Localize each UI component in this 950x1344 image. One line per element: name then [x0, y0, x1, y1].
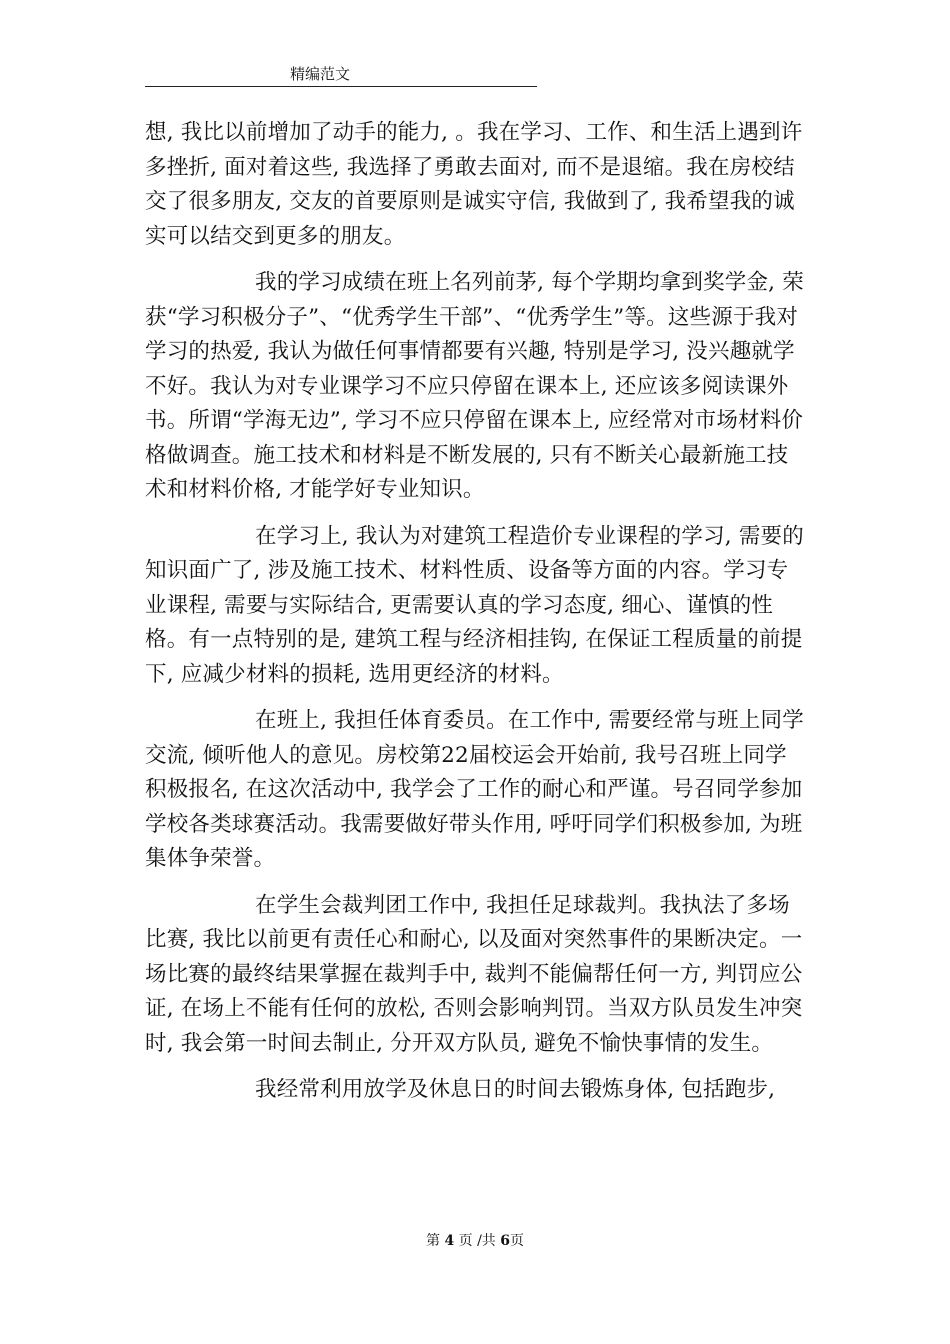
paragraph: 想, 我比以前增加了动手的能力, 。我在学习、工作、和生活上遇到许多挫折, 面对着这些, 我选择了勇敢去面对, 而不是退缩。我在房校结交了很多朋友, 交友的首要原则是诚实守信, 我做到了, 我希望我的诚实可以结交到更多的朋友。: [145, 120, 803, 249]
paragraph: 我经常利用放学及休息日的时间去锻炼身体, 包括跑步,: [255, 1077, 776, 1102]
paragraph: 在班上, 我担任体育委员。在工作中, 需要经常与班上同学交流, 倾听他人的意见。房校第22届校运会开始前, 我号召班上同学积极报名, 在这次活动中, 我学会了工作的耐心和严谨。号召同学参加学校各类球赛活动。我需要做好带头作用, 呼吁同学们积极参加, 为班集体争荣誉。: [145, 708, 804, 871]
page-header: [145, 64, 537, 87]
paragraph: 在学生会裁判团工作中, 我担任足球裁判。我执法了多场比赛, 我比以前更有责任心和耐心, 以及面对突然事件的果断决定。一场比赛的最终结果掌握在裁判手中, 裁判不能偏帮任何一方, 判罚应公证, 在场上不能有任何的放松, 否则会影响判罚。当双方队员发生冲突时, 我会第一时间去制止, 分开双方队员, 避免不愉快事情的发生。: [145, 892, 803, 1056]
footer-middle: 页 /共: [458, 1233, 496, 1249]
paragraph: 我的学习成绩在班上名列前茅, 每个学期均拿到奖学金, 荣获“学习积极分子”、“优秀学生干部”、“优秀学生”等。这些源于我对学习的热爱, 我认为做任何事情都要有兴趣, 特别是学习, 没兴趣就学不好。我认为对专业课学习不应只停留在课本上, 还应该多阅读课外书。所谓“学海无边”, 学习不应只停留在课本上, 应经常对市场材料价格做调查。施工技术和材料是不断发展的, 只有不断关心最新施工技术和材料价格, 才能学好专业知识。: [145, 270, 804, 502]
paragraph: 在学习上, 我认为对建筑工程造价专业课程的学习, 需要的知识面广了, 涉及施工技术、材料性质、设备等方面的内容。学习专业课程, 需要与实际结合, 更需要认真的学习态度, 细心、谨慎的性格。有一点特别的是, 建筑工程与经济相挂钩, 在保证工程质量的前提下, 应减少材料的损耗, 选用更经济的材料。: [145, 523, 804, 687]
footer-prefix: 第: [425, 1233, 440, 1249]
footer-current-page: 4: [444, 1233, 455, 1249]
header-title: 精编范文: [290, 65, 351, 83]
footer-suffix: 页: [510, 1233, 525, 1249]
footer-total-pages: 6: [500, 1233, 511, 1249]
page-footer: [0, 1232, 950, 1250]
document-body: [145, 116, 805, 1120]
